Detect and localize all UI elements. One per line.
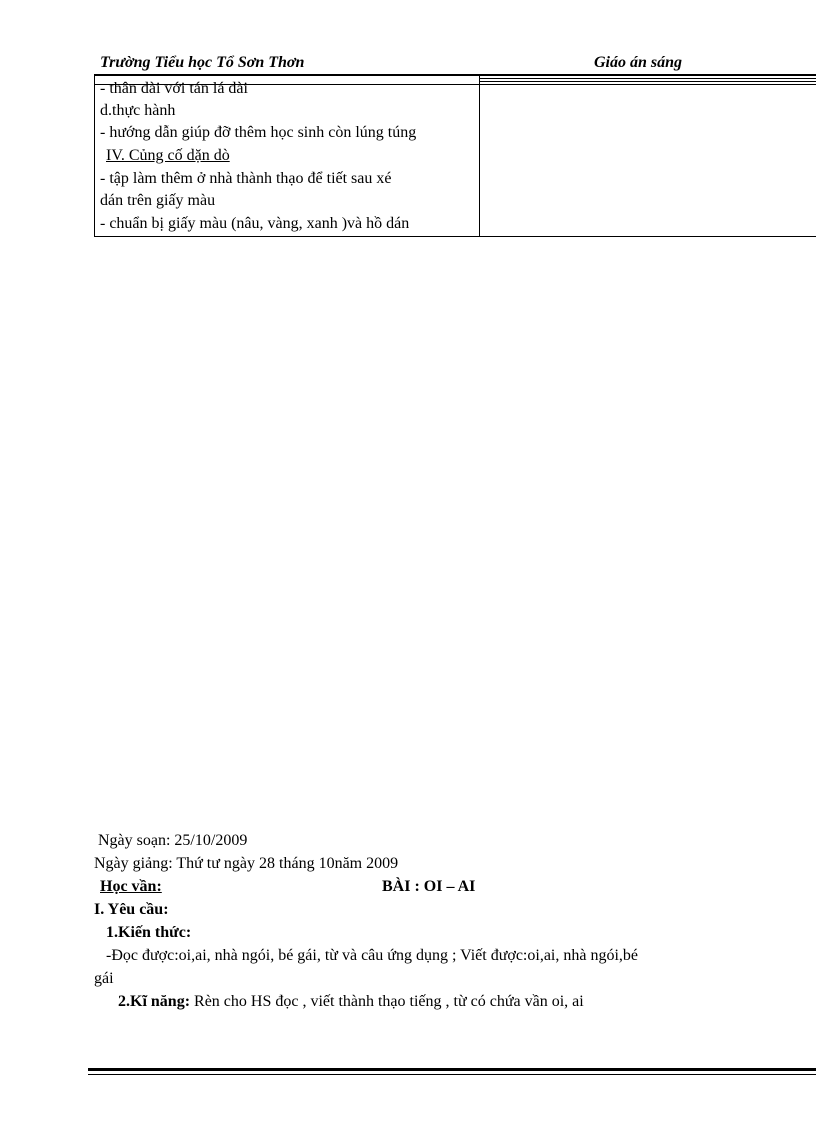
footer-rule-thick bbox=[88, 1068, 816, 1071]
section-requirements: I. Yêu cầu: bbox=[94, 901, 169, 918]
footer-rule-thin bbox=[88, 1074, 816, 1075]
table-line-3: - hướng dẫn giúp đỡ thêm học sinh còn lúng túng bbox=[100, 124, 417, 141]
header-school-name: Trường Tiểu học Tổ Sơn Thơn bbox=[100, 54, 305, 71]
table-line-7: - chuẩn bị giấy màu (nâu, vàng, xanh )và hồ dán bbox=[100, 215, 410, 232]
table-line-2: d.thực hành bbox=[100, 102, 176, 119]
date-taught: Ngày giảng: Thứ tư ngày 28 tháng 10năm 2009 bbox=[94, 855, 399, 872]
table-middle-border bbox=[479, 74, 480, 237]
skill-line bbox=[118, 991, 584, 1013]
header-rule bbox=[94, 74, 816, 76]
lesson-title: BÀI : OI – AI bbox=[382, 878, 476, 895]
date-prepared: Ngày soạn: 25/10/2009 bbox=[98, 832, 248, 849]
table-line-6: dán trên giấy màu bbox=[100, 192, 216, 209]
knowledge-label: 1.Kiến thức: bbox=[106, 924, 192, 941]
knowledge-line-1: -Đọc được:oi,ai, nhà ngói, bé gái, từ và câu ứng dụng ; Viết được:oi,ai, nhà ngói,bé bbox=[106, 947, 639, 964]
knowledge-line-2: gái bbox=[94, 970, 114, 987]
skill-label: 2.Kĩ năng: bbox=[118, 993, 191, 1010]
header-rule-thin bbox=[480, 78, 816, 79]
header-document-type: Giáo án sáng bbox=[594, 54, 683, 71]
table-line-4: IV. Củng cố dặn dò bbox=[106, 147, 230, 164]
header-rule-thin-2 bbox=[480, 81, 816, 82]
table-bottom-border bbox=[94, 236, 816, 237]
skill-text: Rèn cho HS đọc , viết thành thạo tiếng , từ có chứa vần oi, ai bbox=[190, 993, 584, 1010]
table-line-5: - tập làm thêm ở nhà thành thạo để tiết sau xé bbox=[100, 170, 392, 187]
lesson-subject: Học vần: bbox=[100, 878, 162, 895]
table-left-border bbox=[94, 74, 95, 237]
table-line-1: - thân dài với tán lá dài bbox=[100, 80, 248, 97]
